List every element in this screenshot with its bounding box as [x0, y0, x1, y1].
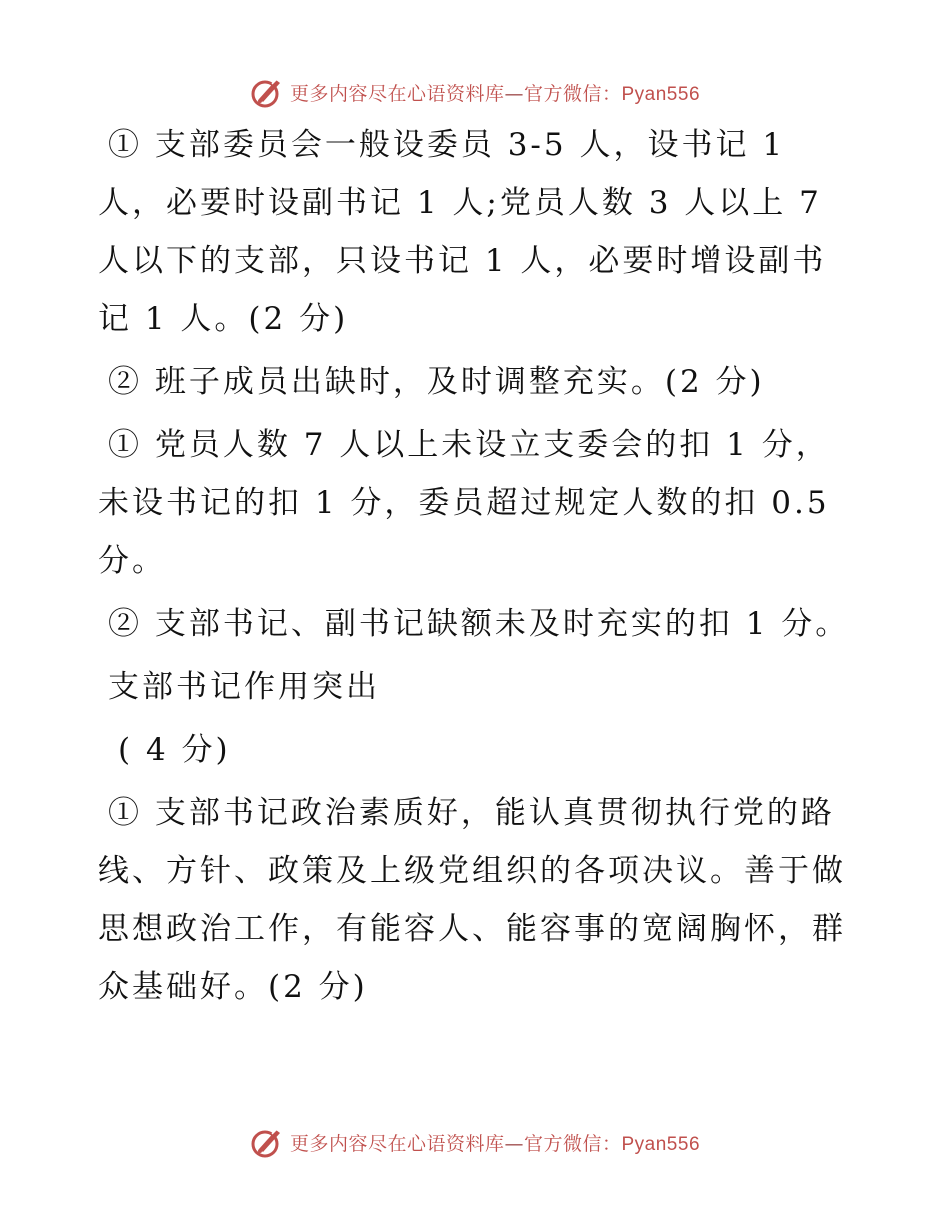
- banner-main-text: 更多内容尽在心语资料库: [289, 1132, 505, 1155]
- paragraph-secretary-quality: ① 支部书记政治素质好，能认真贯彻执行党的路线、方针、政策及上级党组织的各项决议。善于做思想政治工作，有能容人、能容事的宽阔胸怀，群众基础好。(2 分): [98, 795, 846, 1005]
- banner-official-label: 官方微信：: [523, 1132, 622, 1155]
- banner-separator: —: [504, 1132, 524, 1155]
- section-heading-secretary-role: 支部书记作用突出: [108, 669, 380, 705]
- footer-banner-content: [250, 1125, 700, 1159]
- footer-banner-text: [290, 1129, 700, 1156]
- footer-banner: [0, 1122, 950, 1162]
- quill-logo-icon: [250, 75, 284, 109]
- banner-wechat-id: Pyan556: [621, 83, 701, 105]
- header-banner-text: [290, 79, 700, 106]
- header-banner-content: [250, 75, 700, 109]
- paragraph-deduction-committee: ① 党员人数 7 人以上未设立支委会的扣 1 分，未设书记的扣 1 分，委员超过规定人数的扣 0.5 分。: [98, 427, 830, 579]
- paragraph-vacancy-adjust: ② 班子成员出缺时，及时调整充实。(2 分): [108, 364, 765, 400]
- banner-main-text: 更多内容尽在心语资料库: [289, 82, 505, 105]
- banner-wechat-id: Pyan556: [621, 1133, 701, 1155]
- banner-separator: —: [504, 82, 524, 105]
- document-body: [98, 116, 858, 1021]
- header-banner: [0, 72, 950, 112]
- quill-logo-icon: [250, 1125, 284, 1159]
- paragraph-committee-setup: ① 支部委员会一般设委员 3-5 人，设书记 1 人，必要时设副书记 1 人;党员人数 3 人以上 7 人以下的支部，只设书记 1 人，必要时增设副书记 1 人。(2 分): [98, 127, 827, 337]
- section-score: ( 4 分): [118, 732, 231, 768]
- banner-official-label: 官方微信：: [523, 82, 622, 105]
- paragraph-deduction-vacancy: ② 支部书记、副书记缺额未及时充实的扣 1 分。: [108, 606, 850, 642]
